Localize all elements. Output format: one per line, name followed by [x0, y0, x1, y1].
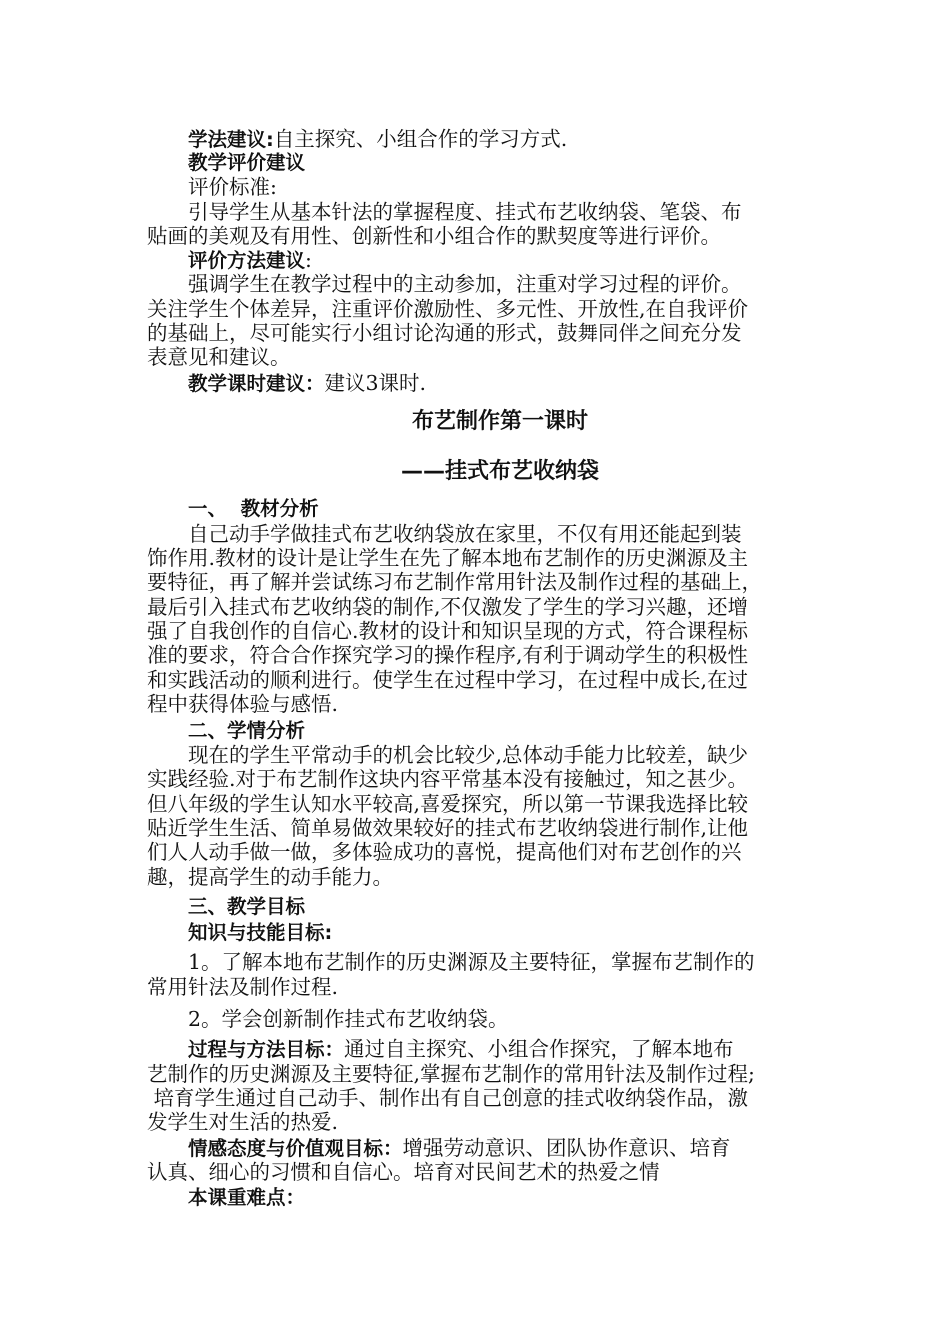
eval-heading: 教学评价建议 [188, 151, 306, 174]
paragraph-line: 贴画的美观及有用性、创新性和小组合作的默契度等进行评价。 [147, 224, 721, 248]
process-goal-text: 通过自主探究、小组合作探究，了解本地布 [344, 1037, 734, 1061]
paragraph-line: 关注学生个体差异，注重评价激励性、多元性、开放性,在自我评价 [147, 297, 749, 321]
eval-method-colon: : [305, 248, 312, 272]
paragraph-line: 自己动手学做挂式布艺收纳袋放在家里，不仅有用还能起到装 [188, 522, 742, 546]
paragraph-line: 和实践活动的顺利进行。使学生在过程中学习，在过程中成长,在过 [147, 668, 749, 692]
eval-method-line [188, 248, 312, 273]
emotion-goal-label: 情感态度与价值观目标： [188, 1137, 403, 1160]
paragraph-line: 实践经验.对于布艺制作这块内容平常基本没有接触过，知之甚少。 [147, 767, 749, 791]
study-method-line [188, 127, 567, 152]
eval-standard-label: 评价标准: [188, 175, 277, 199]
hours-text: 建议3课时. [324, 371, 427, 395]
paragraph-line: 1。了解本地布艺制作的历史渊源及主要特征，掌握布艺制作的 [188, 950, 755, 974]
paragraph-line: 引导学生从基本针法的掌握程度、挂式布艺收纳袋、笔袋、布 [188, 200, 742, 224]
process-goal-label: 过程与方法目标： [188, 1038, 345, 1061]
paragraph-line: 现在的学生平常动手的机会比较少,总体动手能力比较差，缺少 [188, 743, 749, 767]
emotion-goal-line [188, 1136, 731, 1161]
paragraph-line: 表意见和建议。 [147, 345, 291, 369]
process-goal-line [188, 1037, 734, 1062]
paragraph-line: 培育学生通过自己动手、制作出有自己创意的挂式收纳袋作品，激 [147, 1086, 749, 1110]
paragraph-line: 饰作用.教材的设计是让学生在先了解本地布艺制作的历史渊源及主 [147, 546, 749, 570]
paragraph-line: 强调学生在教学过程中的主动参加，注重对学习过程的评价。 [188, 272, 742, 296]
paragraph-line: 但八年级的学生认知水平较高,喜爱探究，所以第一节课我选择比较 [147, 792, 749, 816]
hours-label: 教学课时建议： [188, 372, 325, 395]
paragraph-line: 准的要求，符合合作探究学习的操作程序,有利于调动学生的积极性 [147, 643, 749, 667]
paragraph-line: 的基础上，尽可能实行小组讨论沟通的形式，鼓舞同伴之间充分发 [147, 321, 742, 345]
section-heading: 一、 教材分析 [188, 497, 319, 520]
paragraph-line: 艺制作的历史渊源及主要特征,掌握布艺制作的常用针法及制作过程; [147, 1062, 755, 1086]
paragraph-line: 发学生对生活的热爱. [147, 1110, 339, 1134]
paragraph-line: 们人人动手做一做，多体验成功的喜悦，提高他们对布艺创作的兴 [147, 840, 742, 864]
paragraph-line: 贴近学生生活、简单易做效果较好的挂式布艺收纳袋进行制作,让他 [147, 816, 749, 840]
section-heading: 三、教学目标 [188, 895, 306, 918]
section-heading: 二、学情分析 [188, 719, 306, 742]
paragraph-line: 认真、细心的习惯和自信心。培育对民间艺术的热爱之情 [147, 1160, 660, 1184]
paragraph-line: 要特征，再了解并尝试练习布艺制作常用针法及制作过程的基础上， [147, 570, 762, 594]
paragraph-line: 强了自我创作的自信心.教材的设计和知识呈现的方式，符合课程标 [147, 619, 749, 643]
paragraph-line: 程中获得体验与感悟. [147, 692, 339, 716]
eval-method-label: 评价方法建议 [188, 249, 306, 272]
paragraph-line: 2。学会创新制作挂式布艺收纳袋。 [188, 1007, 509, 1031]
hours-line [188, 371, 426, 396]
paragraph-line: 常用针法及制作过程. [147, 975, 339, 999]
paragraph-line: 最后引入挂式布艺收纳袋的制作,不仅激发了学生的学习兴趣，还增 [147, 595, 749, 619]
key-points-label: 本课重难点： [188, 1186, 306, 1209]
knowledge-goal-label: 知识与技能目标: [188, 921, 333, 944]
study-method-text: 自主探究、小组合作的学习方式. [273, 127, 568, 151]
lesson-subtitle: ——挂式布艺收纳袋 [400, 459, 599, 484]
emotion-goal-text: 增强劳动意识、团队协作意识、培育 [402, 1136, 731, 1160]
study-method-label: 学法建议: [188, 128, 274, 151]
paragraph-line: 趣，提高学生的动手能力。 [147, 865, 393, 889]
lesson-title: 布艺制作第一课时 [411, 409, 588, 434]
